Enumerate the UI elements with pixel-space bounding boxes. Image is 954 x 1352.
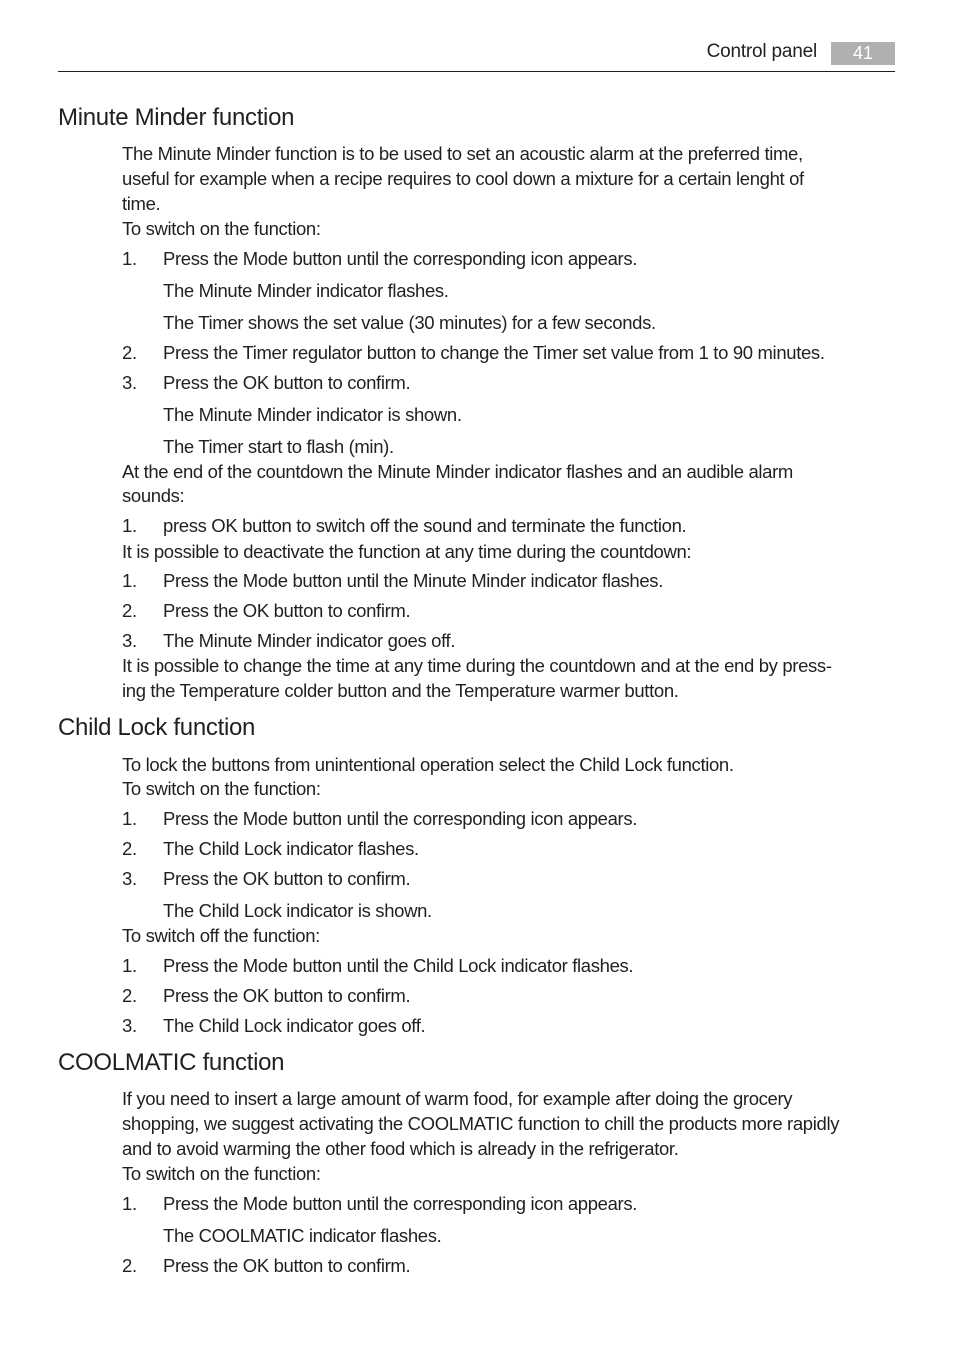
minute-minder-deactivate-label: It is possible to deactivate the function at any time during the countdown:: [122, 541, 692, 562]
list-number: 1.: [122, 808, 137, 829]
list-text: The Child Lock indicator goes off.: [163, 1015, 426, 1036]
list-text: Press the OK button to confirm.: [163, 600, 411, 621]
minute-minder-intro-line: time.: [122, 193, 161, 214]
list-number: 1.: [122, 515, 137, 536]
list-text: Press the Mode button until the Minute Minder indicator flashes.: [163, 570, 663, 591]
child-lock-intro: To lock the buttons from unintentional operation select the Child Lock function.: [122, 754, 734, 775]
list-number: 1.: [122, 1193, 137, 1214]
list-text: Press the Mode button until the corresponding icon appears.: [163, 808, 638, 829]
step-note: The COOLMATIC indicator flashes.: [163, 1225, 442, 1246]
minute-minder-change-line: ing the Temperature colder button and the Temperature warmer button.: [122, 680, 679, 701]
list-number: 1.: [122, 955, 137, 976]
list-number: 3.: [122, 372, 137, 393]
list-text: Press the OK button to confirm.: [163, 868, 411, 889]
list-number: 3.: [122, 1015, 137, 1036]
minute-minder-switch-on-label: To switch on the function:: [122, 218, 321, 239]
minute-minder-change-line: It is possible to change the time at any time during the countdown and at the end by press-: [122, 655, 832, 676]
minute-minder-intro-line: useful for example when a recipe requires to cool down a mixture for a certain lenght of: [122, 168, 804, 189]
child-lock-switch-off-label: To switch off the function:: [122, 925, 320, 946]
list-text: Press the OK button to confirm.: [163, 372, 411, 393]
step-note: The Minute Minder indicator flashes.: [163, 280, 449, 301]
list-text: Press the Mode button until the Child Lock indicator flashes.: [163, 955, 634, 976]
header-divider: [58, 71, 895, 72]
list-number: 2.: [122, 838, 137, 859]
list-text: The Child Lock indicator flashes.: [163, 838, 419, 859]
minute-minder-intro-line: The Minute Minder function is to be used to set an acoustic alarm at the preferred time,: [122, 143, 803, 164]
list-number: 2.: [122, 342, 137, 363]
list-text: Press the Mode button until the corresponding icon appears.: [163, 248, 638, 269]
list-text: Press the OK button to confirm.: [163, 985, 411, 1006]
step-note: The Timer start to flash (min).: [163, 436, 394, 457]
coolmatic-intro-line: If you need to insert a large amount of warm food, for example after doing the grocery: [122, 1088, 793, 1109]
child-lock-switch-on-label: To switch on the function:: [122, 778, 321, 799]
step-note: The Timer shows the set value (30 minutes) for a few seconds.: [163, 312, 656, 333]
page-header: [58, 38, 895, 72]
coolmatic-intro-line: shopping, we suggest activating the COOLMATIC function to chill the products more rapidly: [122, 1113, 840, 1134]
list-number: 3.: [122, 868, 137, 889]
minute-minder-end-line: At the end of the countdown the Minute Minder indicator flashes and an audible alarm: [122, 461, 793, 482]
list-text: Press the OK button to confirm.: [163, 1255, 411, 1276]
coolmatic-heading: COOLMATIC function: [58, 1049, 285, 1076]
list-text: Press the Mode button until the corresponding icon appears.: [163, 1193, 638, 1214]
coolmatic-switch-on-label: To switch on the function:: [122, 1163, 321, 1184]
section-name: Control panel: [706, 41, 817, 62]
list-number: 3.: [122, 630, 137, 651]
list-number: 2.: [122, 600, 137, 621]
list-text: press OK button to switch off the sound and terminate the function.: [163, 515, 687, 536]
page-number: 41: [831, 42, 895, 65]
list-number: 1.: [122, 248, 137, 269]
child-lock-heading: Child Lock function: [58, 714, 256, 741]
step-note: The Child Lock indicator is shown.: [163, 900, 432, 921]
minute-minder-end-line: sounds:: [122, 485, 185, 506]
list-number: 1.: [122, 570, 137, 591]
step-note: The Minute Minder indicator is shown.: [163, 404, 462, 425]
list-text: The Minute Minder indicator goes off.: [163, 630, 456, 651]
coolmatic-intro-line: and to avoid warming the other food which is already in the refrigerator.: [122, 1138, 679, 1159]
minute-minder-heading: Minute Minder function: [58, 104, 295, 131]
list-number: 2.: [122, 985, 137, 1006]
list-text: Press the Timer regulator button to change the Timer set value from 1 to 90 minutes.: [163, 342, 825, 363]
list-number: 2.: [122, 1255, 137, 1276]
